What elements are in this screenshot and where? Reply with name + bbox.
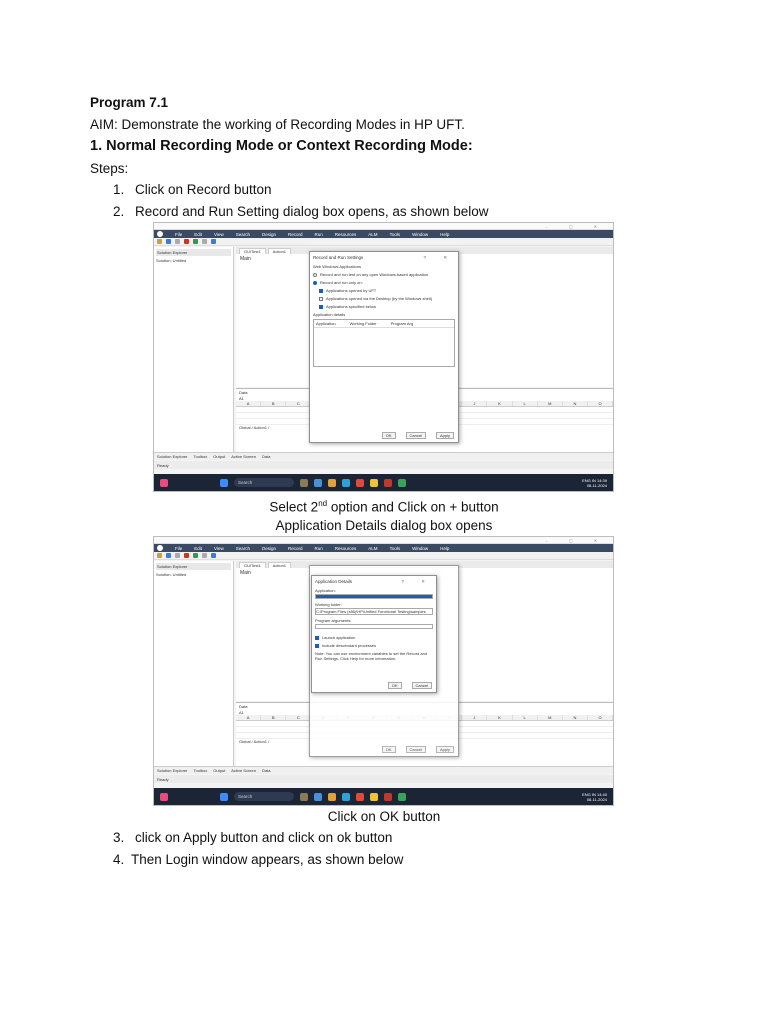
tray-date: 08-11-2024: [586, 482, 607, 488]
status-item[interactable]: Solution Explorer: [157, 454, 188, 459]
column-header[interactable]: N: [563, 401, 588, 406]
checkbox-specified-apps[interactable]: [319, 305, 323, 309]
app-list[interactable]: [313, 319, 455, 367]
uft-logo-icon: [157, 545, 163, 551]
settings-icon[interactable]: [211, 239, 216, 244]
aim-text: AIM: Demonstrate the working of Recording Modes in HP UFT.: [90, 117, 465, 132]
tray-date: 08-11-2024: [586, 796, 607, 802]
column-header[interactable]: L: [513, 401, 538, 406]
toolbar: [154, 552, 613, 560]
open-icon[interactable]: [166, 553, 171, 558]
ok-button[interactable]: OK: [382, 746, 396, 753]
step-3: [113, 829, 713, 847]
save-icon[interactable]: [175, 239, 180, 244]
option-1-label: Record and run test on any open Windows-based application: [320, 272, 429, 277]
checkbox-desktop-apps[interactable]: [319, 297, 323, 301]
step-number: 3.: [113, 830, 125, 845]
step-text: Click on Record button: [135, 182, 272, 197]
menu-item[interactable]: View: [214, 545, 224, 551]
column-header[interactable]: K: [487, 401, 512, 406]
solution-explorer: [154, 247, 234, 452]
dialog-tabs[interactable]: Web Windows Applications: [313, 264, 361, 269]
system-tray: [582, 792, 607, 802]
status-item[interactable]: Toolbox: [193, 454, 208, 459]
status-item[interactable]: Solution Explorer: [157, 768, 188, 773]
dialog-title: Record and Run Settings: [313, 255, 364, 260]
search-text: Search: [238, 794, 253, 799]
tab-guitest1[interactable]: GUITest1: [239, 248, 266, 254]
tray-time: 14:39: [596, 477, 607, 483]
taskbar-search[interactable]: [234, 478, 294, 487]
ok-button[interactable]: OK: [388, 682, 402, 689]
menu-item[interactable]: Edit: [194, 545, 203, 551]
toolbar: [154, 238, 613, 246]
column-header[interactable]: C: [286, 401, 311, 406]
cell-ref[interactable]: A1: [239, 396, 244, 401]
ready-text: Ready: [157, 462, 169, 468]
checkbox-label: Applications opened via the Desktop (by the Windows shell): [326, 296, 433, 301]
checkbox-label: Launch application: [322, 635, 356, 640]
step-number: 4.: [113, 852, 125, 867]
solution-explorer-header: Solution Explorer: [156, 563, 231, 570]
menu-item[interactable]: File: [175, 231, 183, 237]
program-args-label: Program arguments:: [315, 618, 352, 623]
ready-bar: [154, 775, 613, 783]
caption-part: option and Click on + button: [327, 499, 499, 515]
taskbar-app-icon[interactable]: [356, 479, 364, 487]
column-header[interactable]: N: [563, 715, 588, 720]
status-item[interactable]: Output: [213, 768, 226, 773]
tab-action1[interactable]: Action1: [268, 562, 291, 568]
menu-item[interactable]: Edit: [194, 231, 203, 237]
menu-item[interactable]: ALM: [368, 545, 378, 551]
status-item[interactable]: Output: [213, 454, 226, 459]
column-header[interactable]: A: [236, 401, 261, 406]
column-header[interactable]: B: [261, 401, 286, 406]
close-icon[interactable]: ? ✕: [401, 579, 433, 584]
menu-item[interactable]: Tools: [389, 545, 401, 551]
uft-logo-icon: [157, 231, 163, 237]
stop-icon[interactable]: [202, 553, 207, 558]
list-column-header: Working Folder: [349, 321, 377, 326]
cancel-button[interactable]: Cancel: [412, 682, 432, 689]
section-heading: 1. Normal Recording Mode or Context Recording Mode:: [90, 138, 473, 154]
menu-item[interactable]: Window: [412, 545, 429, 551]
ok-button[interactable]: OK: [382, 432, 396, 439]
status-item[interactable]: Data: [261, 768, 271, 773]
taskbar-app-icon[interactable]: [328, 479, 336, 487]
solution-item[interactable]: Solution: Untitled: [156, 258, 187, 263]
checkbox-label: Applications specified below: [326, 304, 377, 309]
step-number: 2.: [113, 204, 125, 219]
record-run-settings-dialog: [309, 251, 459, 443]
close-icon[interactable]: ? ✕: [423, 255, 455, 260]
taskbar-app-icon[interactable]: [370, 793, 378, 801]
checkbox-label: Applications opened by UFT: [326, 288, 377, 293]
taskbar-app-icon[interactable]: [384, 479, 392, 487]
cancel-button[interactable]: Cancel: [406, 432, 426, 439]
window-titlebar: [154, 223, 613, 230]
tray-lang: ENG IN: [582, 791, 596, 797]
caption-select-option: [0, 495, 768, 517]
column-header[interactable]: J: [462, 715, 487, 720]
status-bar: [154, 766, 613, 774]
status-item[interactable]: Active Screen: [231, 768, 256, 773]
column-header[interactable]: B: [261, 715, 286, 720]
cell-ref[interactable]: A1: [239, 710, 244, 715]
column-header[interactable]: J: [462, 401, 487, 406]
tray-lang: ENG IN: [582, 477, 596, 483]
working-folder-field[interactable]: [315, 608, 433, 615]
step-1: [113, 181, 713, 199]
checkbox-descendant-processes[interactable]: [315, 644, 319, 648]
step-text: Record and Run Setting dialog box opens, as shown below: [135, 204, 489, 219]
menu-bar: [154, 544, 613, 552]
app-details-label: Application details: [313, 312, 346, 317]
program-title: Program 7.1: [90, 95, 169, 110]
step-4: [113, 851, 713, 869]
step-number: 1.: [113, 182, 125, 197]
taskbar-app-icon[interactable]: [328, 793, 336, 801]
window-controls: – ▢ ✕: [545, 223, 607, 229]
menu-item[interactable]: Record: [288, 231, 303, 237]
taskbar: [154, 474, 613, 491]
menu-item[interactable]: Design: [261, 231, 276, 237]
windows-start-icon[interactable]: [220, 793, 228, 801]
taskbar-app-icon[interactable]: [300, 793, 308, 801]
solution-item[interactable]: Solution: Untitled: [156, 572, 187, 577]
checkbox-uft-apps[interactable]: [319, 289, 323, 293]
caption-superscript: nd: [318, 499, 328, 508]
menu-item[interactable]: Tools: [389, 231, 401, 237]
search-text: Search: [238, 480, 253, 485]
caption-part: Select 2: [269, 499, 319, 515]
apply-button[interactable]: Apply: [436, 432, 454, 439]
status-item[interactable]: Toolbox: [193, 768, 208, 773]
menu-item[interactable]: Search: [235, 231, 250, 237]
cancel-button[interactable]: Cancel: [406, 746, 426, 753]
new-icon[interactable]: [157, 239, 162, 244]
open-icon[interactable]: [166, 239, 171, 244]
screenshot-record-settings: [153, 222, 614, 492]
column-header[interactable]: K: [487, 715, 512, 720]
tab-guitest1[interactable]: GUITest1: [239, 562, 266, 568]
program-args-field[interactable]: [315, 624, 433, 629]
taskbar: [154, 788, 613, 805]
run-icon[interactable]: [193, 239, 198, 244]
taskbar-app-icon[interactable]: [342, 793, 350, 801]
checkbox-launch-app[interactable]: [315, 636, 319, 640]
working-folder-label: Working folder:: [315, 602, 342, 607]
window-controls: – ▢ ✕: [545, 537, 607, 543]
column-header[interactable]: M: [538, 401, 563, 406]
radio-option-2[interactable]: [313, 281, 317, 285]
solution-explorer-header: Solution Explorer: [156, 249, 231, 256]
run-icon[interactable]: [193, 553, 198, 558]
status-item[interactable]: Active Screen: [231, 454, 256, 459]
step-text: Then Login window appears, as shown below: [131, 852, 404, 867]
application-label: Application:: [315, 588, 336, 593]
record-icon[interactable]: [184, 553, 189, 558]
column-header[interactable]: L: [513, 715, 538, 720]
menu-item[interactable]: File: [175, 545, 183, 551]
sheet-tab[interactable]: Global / Action1 /: [239, 739, 270, 744]
taskbar-app-icon[interactable]: [398, 793, 406, 801]
taskbar-app-icon[interactable]: [300, 479, 308, 487]
list-column-header: Program Arg: [390, 321, 414, 326]
main-label: Main: [240, 570, 251, 576]
tray-time: 14:40: [596, 791, 607, 797]
screenshot-application-details: [153, 536, 614, 806]
data-label: Data: [239, 390, 248, 395]
menu-item[interactable]: Resources: [334, 231, 357, 237]
menu-item[interactable]: Record: [288, 545, 303, 551]
status-bar: [154, 452, 613, 460]
status-item[interactable]: Data: [261, 454, 271, 459]
ready-bar: [154, 461, 613, 469]
menu-bar: [154, 230, 613, 238]
steps-label: Steps:: [90, 161, 129, 176]
taskbar-app-icon[interactable]: [384, 793, 392, 801]
menu-item[interactable]: Run: [314, 231, 323, 237]
settings-icon[interactable]: [211, 553, 216, 558]
option-2-label: Record and run only on:: [320, 280, 363, 285]
taskbar-app-icon[interactable]: [314, 479, 322, 487]
ready-text: Ready: [157, 776, 169, 782]
solution-explorer: [154, 561, 234, 766]
stop-icon[interactable]: [202, 239, 207, 244]
new-icon[interactable]: [157, 553, 162, 558]
caption-click-ok: Click on OK button: [327, 809, 441, 824]
menu-item[interactable]: ALM: [368, 231, 378, 237]
taskbar-search[interactable]: [234, 792, 294, 801]
list-column-header: Application: [316, 321, 336, 326]
app-icon[interactable]: [160, 479, 168, 487]
application-details-dialog: [311, 575, 437, 693]
radio-option-1[interactable]: [313, 273, 317, 277]
data-label: Data: [239, 704, 248, 709]
step-2: [113, 203, 713, 221]
column-header[interactable]: O: [588, 715, 613, 720]
window-titlebar: [154, 537, 613, 544]
main-label: Main: [240, 256, 251, 262]
system-tray: [582, 478, 607, 488]
apply-button[interactable]: Apply: [436, 746, 454, 753]
step-text: click on Apply button and click on ok button: [135, 830, 393, 845]
sheet-tab[interactable]: Global / Action1 /: [239, 425, 270, 430]
column-header[interactable]: A: [236, 715, 261, 720]
column-header[interactable]: O: [588, 401, 613, 406]
menu-item[interactable]: Run: [314, 545, 323, 551]
taskbar-app-icon[interactable]: [370, 479, 378, 487]
dialog-note: Note: You can use environment variables to set the Record and Run Settings. Click Help for more information.: [315, 651, 428, 661]
menu-item[interactable]: Resources: [334, 545, 357, 551]
taskbar-app-icon[interactable]: [342, 479, 350, 487]
menu-item[interactable]: Window: [412, 231, 429, 237]
app-icon[interactable]: [160, 793, 168, 801]
taskbar-app-icon[interactable]: [314, 793, 322, 801]
menu-item[interactable]: Help: [440, 545, 450, 551]
menu-item[interactable]: View: [214, 231, 224, 237]
caption-app-details: Application Details dialog box opens: [275, 518, 493, 533]
save-icon[interactable]: [175, 553, 180, 558]
column-header[interactable]: M: [538, 715, 563, 720]
dialog-title: Application Details: [315, 579, 353, 584]
taskbar-app-icon[interactable]: [356, 793, 364, 801]
taskbar-app-icon[interactable]: [398, 479, 406, 487]
checkbox-label: Include descendant processes: [322, 643, 377, 648]
menu-item[interactable]: Help: [440, 231, 450, 237]
application-field[interactable]: [315, 594, 433, 599]
working-folder-value: C:\Program Files (x86)\HP\Unified Functional Testing\samples: [316, 609, 426, 614]
menu-item[interactable]: Design: [261, 545, 276, 551]
menu-item[interactable]: Search: [235, 545, 250, 551]
windows-start-icon[interactable]: [220, 479, 228, 487]
tab-action1[interactable]: Action1: [268, 248, 291, 254]
column-header[interactable]: C: [286, 715, 311, 720]
record-icon[interactable]: [184, 239, 189, 244]
